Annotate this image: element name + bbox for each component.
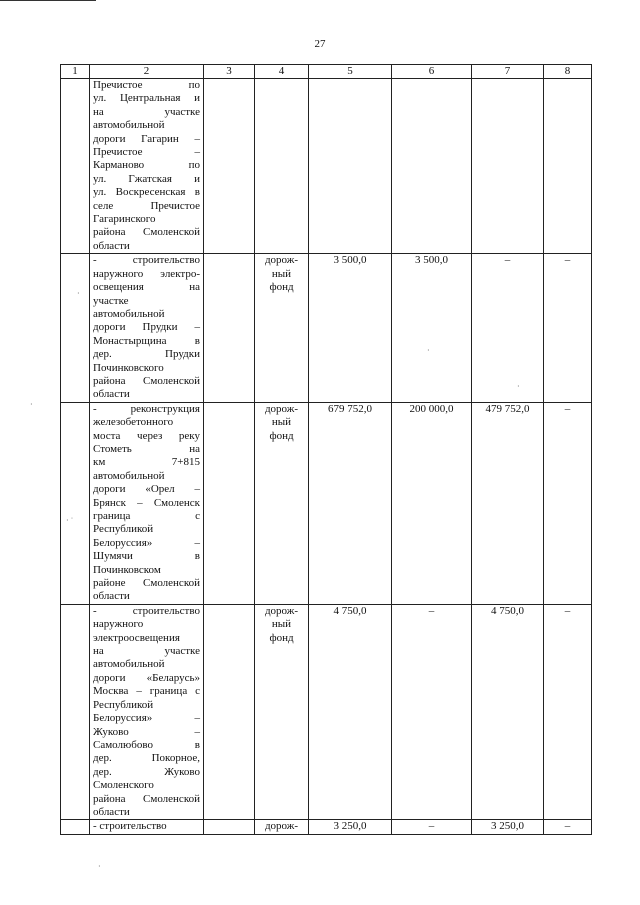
page-number: 27 xyxy=(314,38,326,50)
table-row xyxy=(61,820,592,834)
funding-source-line: ный xyxy=(271,267,292,280)
amount-c7: 479 752,0 xyxy=(472,402,544,604)
scan-speck: · xyxy=(77,289,80,298)
description-line: области xyxy=(93,239,130,252)
description-line: наружного xyxy=(93,618,144,631)
column-header: 8 xyxy=(544,65,592,79)
cell-col-1 xyxy=(61,604,90,820)
description-line: области xyxy=(93,590,130,603)
description-line: Починковском xyxy=(93,563,161,576)
cell-col-1 xyxy=(61,254,90,402)
description-line: дороги Прудки – xyxy=(93,321,200,334)
object-description xyxy=(90,820,204,834)
description-line: - строительство xyxy=(93,820,167,833)
amount-c8: – xyxy=(544,820,592,834)
column-header: 6 xyxy=(392,65,472,79)
cell-col-3 xyxy=(204,254,255,402)
description-line: на участке xyxy=(93,645,200,658)
column-header: 3 xyxy=(204,65,255,79)
object-description xyxy=(90,402,204,604)
description-line: моста через реку xyxy=(93,429,200,442)
funding-source xyxy=(255,820,309,834)
amount-c8: – xyxy=(544,402,592,604)
description-line: дер. Прудки xyxy=(93,348,200,361)
funding-source-line: дорож- xyxy=(264,402,299,415)
description-line: района Смоленской xyxy=(93,226,200,239)
description-line: ул. Воскресенская в xyxy=(93,186,200,199)
amount-c6: 200 000,0 xyxy=(392,402,472,604)
funding-source-line: фонд xyxy=(269,429,294,442)
description-line: ул. Гжатская и xyxy=(93,172,200,185)
description-line: участке xyxy=(93,294,129,307)
funding-source xyxy=(255,604,309,820)
description-line: области xyxy=(93,805,130,818)
scan-speck: · ˙ xyxy=(66,516,74,525)
description-line: района Смоленской xyxy=(93,792,200,805)
description-line: железобетонного xyxy=(93,416,174,429)
description-line: Шумячи в xyxy=(93,550,200,563)
funding-source-line: дорож- xyxy=(264,820,299,833)
description-line: дороги «Орел – xyxy=(93,483,200,496)
description-line: Пречистое – xyxy=(93,146,200,159)
scan-edge-mark xyxy=(0,0,96,7)
funding-source-line: фонд xyxy=(269,631,294,644)
funding-source xyxy=(255,402,309,604)
description-line: автомобильной xyxy=(93,658,165,671)
description-line: дер. Покорное, xyxy=(93,752,200,765)
funding-source-line: ный xyxy=(271,416,292,429)
description-line: дер. Жуково xyxy=(93,765,200,778)
scan-speck: · xyxy=(517,382,520,391)
description-line: Стометь на xyxy=(93,442,200,455)
description-line: освещения на xyxy=(93,281,200,294)
table-row xyxy=(61,604,592,820)
object-description xyxy=(90,604,204,820)
column-header: 7 xyxy=(472,65,544,79)
table-row xyxy=(61,254,592,402)
cell-col-1 xyxy=(61,402,90,604)
amount-c8: – xyxy=(544,254,592,402)
description-line: селе Пречистое xyxy=(93,199,200,212)
description-line: на участке xyxy=(93,105,200,118)
table-row xyxy=(61,79,592,254)
description-line: Республикой xyxy=(93,698,154,711)
scan-speck: · xyxy=(30,400,33,409)
description-line: электроосвещения xyxy=(93,631,180,644)
description-line: области xyxy=(93,388,130,401)
table-row xyxy=(61,402,592,604)
description-line: Республикой xyxy=(93,523,154,536)
column-header: 5 xyxy=(309,65,392,79)
cell-col-3 xyxy=(204,402,255,604)
cell-col-3 xyxy=(204,820,255,834)
table-body xyxy=(61,79,592,835)
description-line: Самолюбово в xyxy=(93,738,200,751)
description-line: Жуково – xyxy=(93,725,200,738)
description-line: Карманово по xyxy=(93,159,200,172)
description-line: автомобильной xyxy=(93,469,165,482)
description-line: районе Смоленской xyxy=(93,577,200,590)
description-line: Белоруссия» – xyxy=(93,536,200,549)
cell-col-3 xyxy=(204,604,255,820)
description-line: автомобильной xyxy=(93,307,165,320)
object-description xyxy=(90,254,204,402)
amount-c6: – xyxy=(392,604,472,820)
scan-speck: · xyxy=(427,346,430,355)
amount-c7: 3 250,0 xyxy=(472,820,544,834)
funding-source-line: фонд xyxy=(269,281,294,294)
amount-c5: 4 750,0 xyxy=(309,604,392,820)
description-line: дороги «Беларусь» xyxy=(93,671,200,684)
description-line: граница с xyxy=(93,510,200,522)
description-line: Брянск – Смоленск xyxy=(93,496,200,509)
description-line: - строительство xyxy=(93,254,200,267)
funding-source-line: дорож- xyxy=(264,604,299,617)
description-line: - реконструкция xyxy=(93,402,200,415)
column-header: 4 xyxy=(255,65,309,79)
description-line: наружного электро- xyxy=(93,267,200,280)
cell-col-1 xyxy=(61,820,90,834)
description-line: Пречистое по xyxy=(93,79,200,91)
amount-c6: 3 500,0 xyxy=(392,254,472,402)
description-line: дороги Гагарин – xyxy=(93,132,200,145)
amount-c6: – xyxy=(392,820,472,834)
description-line: района Смоленской xyxy=(93,374,200,387)
description-line: Белоруссия» – xyxy=(93,712,200,725)
description-line: Гагаринского xyxy=(93,213,156,226)
object-description xyxy=(90,79,204,254)
description-line: автомобильной xyxy=(93,119,165,132)
description-line: Смоленского xyxy=(93,779,154,792)
funding-source xyxy=(255,254,309,402)
amount-c8: – xyxy=(544,604,592,820)
funding-source-line: ный xyxy=(271,618,292,631)
amount-c7: – xyxy=(472,254,544,402)
column-header: 1 xyxy=(61,65,90,79)
description-line: Москва – граница с xyxy=(93,685,200,698)
amount-c5: 679 752,0 xyxy=(309,402,392,604)
amount-c5: 3 500,0 xyxy=(309,254,392,402)
amount-c7: 4 750,0 xyxy=(472,604,544,820)
amount-c5: 3 250,0 xyxy=(309,820,392,834)
description-line: Монастырщина в xyxy=(93,334,200,347)
scan-speck: · xyxy=(98,862,101,871)
description-line: км 7+815 xyxy=(93,456,200,469)
program-table xyxy=(60,64,592,835)
description-line: ул. Центральная и xyxy=(93,92,200,105)
description-line: Починковского xyxy=(93,361,164,374)
column-number-row xyxy=(61,65,592,79)
funding-source-line: дорож- xyxy=(264,254,299,267)
column-header: 2 xyxy=(90,65,204,79)
description-line: - строительство xyxy=(93,604,200,617)
